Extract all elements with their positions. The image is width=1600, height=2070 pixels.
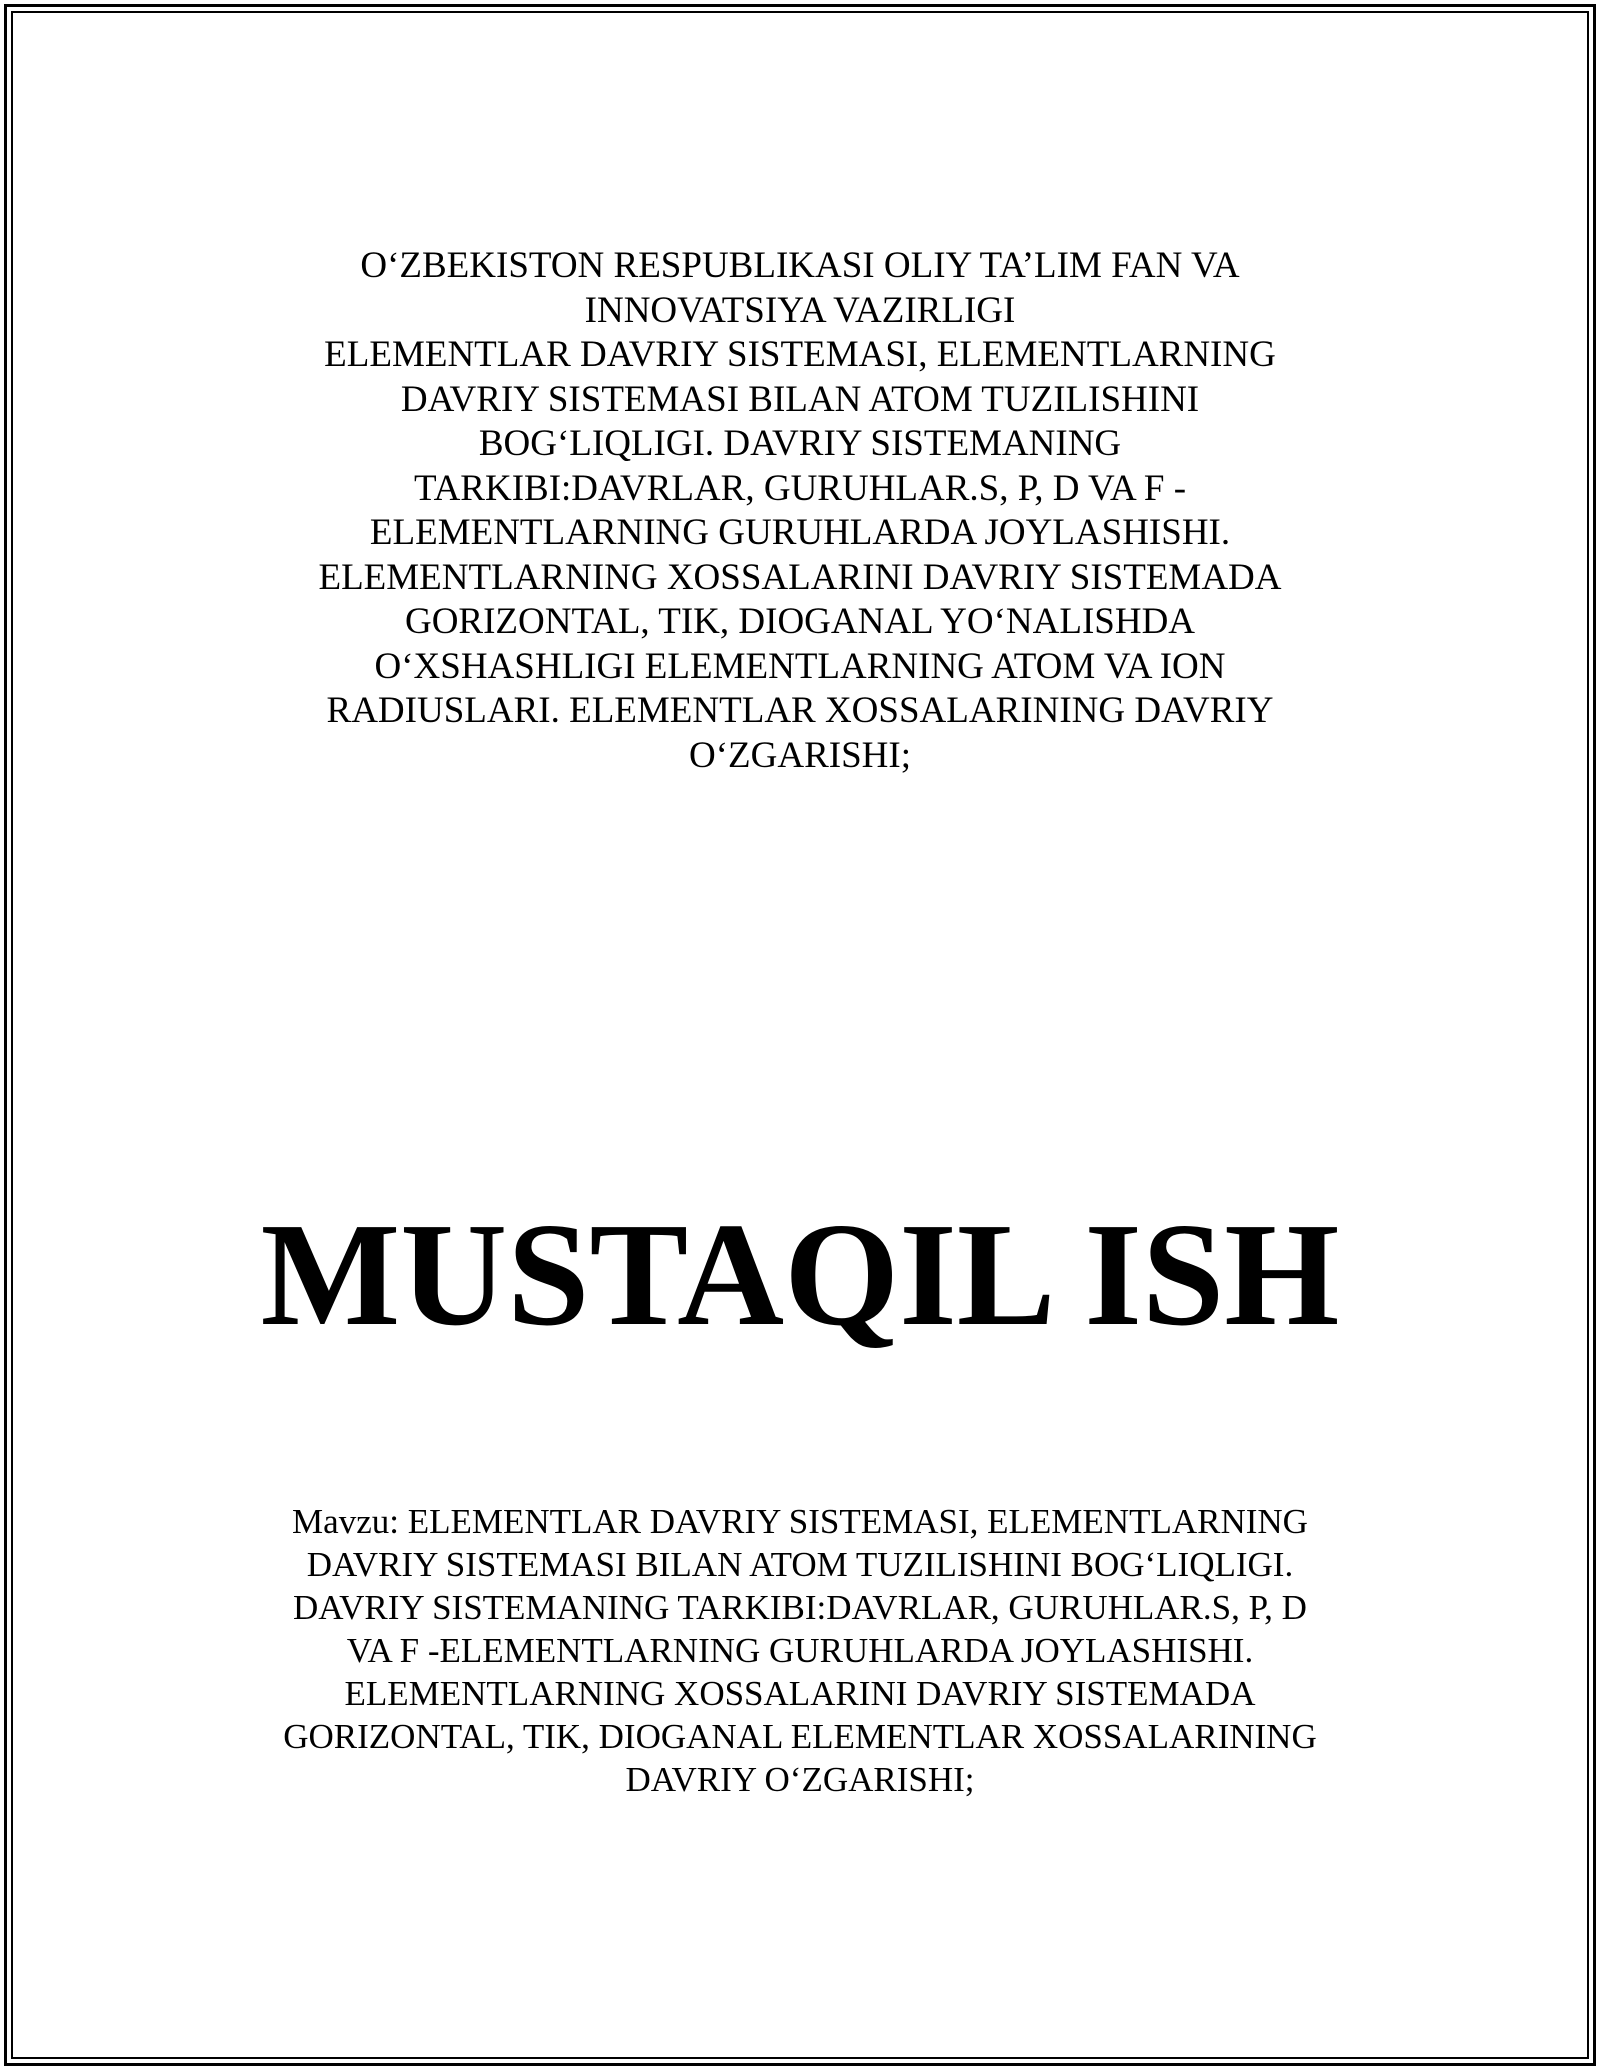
ministry-and-subject-heading: O‘ZBEKISTON RESPUBLIKASI OLIY TA’LIM FAN VA INNOVATSIYA VAZIRLIGI ELEMENTLAR DAVRIY SISTEMASI, ELEMENTLARNING DAVRIY SISTEMASI BILAN ATOM TUZILISHINI BOG‘LIQLIGI. DAVRIY SISTEMANING TARKIBI:DAVRLAR, GURUHLAR.S, P, D VA F - ELEMENTLARNING GURUHLARDA JOYLASHISHI. ELEMENTLARNING XOSSALARINI DAVRIY SISTEMADA GORIZONTAL, TIK, DIOGANAL YO‘NALISHDA O‘XSHASHLIGI ELEMENTLARNING ATOM VA ION RADIUSLARI. ELEMENTLAR XOSSALARINING DAVRIY O‘ZGARISHI;	[318, 245, 1282, 776]
document-title: MUSTAQIL ISH	[260, 1193, 1340, 1357]
topic-statement: Mavzu: ELEMENTLAR DAVRIY SISTEMASI, ELEMENTLARNING DAVRIY SISTEMASI BILAN ATOM TUZILISHINI BOG‘LIQLIGI. DAVRIY SISTEMANING TARKIBI:DAVRLAR, GURUHLAR.S, P, D VA F -ELEMENTLARNING GURUHLARDA JOYLASHISHI. ELEMENTLARNING XOSSALARINI DAVRIY SISTEMADA GORIZONTAL, TIK, DIOGANAL ELEMENTLAR XOSSALARINING DAVRIY O‘ZGARISHI;	[283, 1502, 1317, 1799]
